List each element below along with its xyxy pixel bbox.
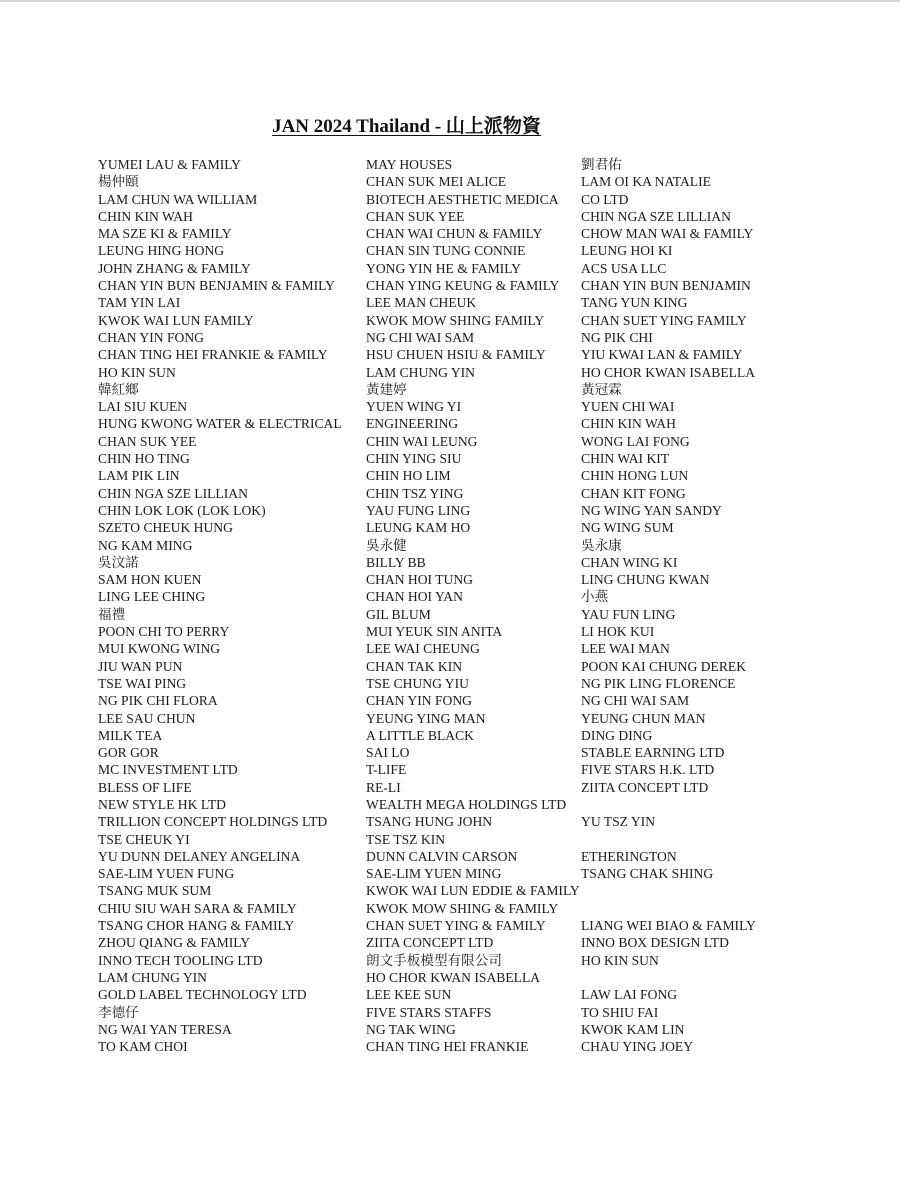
name-entry: CHAN YIN BUN BENJAMIN & FAMILY bbox=[98, 278, 335, 294]
name-entry: SAI LO bbox=[366, 745, 410, 761]
list-row bbox=[98, 398, 788, 415]
name-entry: TO KAM CHOI bbox=[98, 1039, 188, 1055]
name-entry: TSANG CHAK SHING bbox=[581, 866, 714, 882]
list-row bbox=[98, 1038, 788, 1055]
name-entry: CHAN YIN FONG bbox=[366, 693, 472, 709]
name-entry: CHAN HOI YAN bbox=[366, 589, 463, 605]
name-entry: POON CHI TO PERRY bbox=[98, 624, 230, 640]
name-entry: BILLY BB bbox=[366, 554, 426, 570]
list-row bbox=[98, 1021, 788, 1038]
name-entry: CHIN WAI LEUNG bbox=[366, 433, 478, 449]
name-entry: POON KAI CHUNG DEREK bbox=[581, 658, 747, 674]
name-entry: YAU FUN LING bbox=[581, 606, 676, 622]
name-entry: TSANG MUK SUM bbox=[98, 883, 212, 899]
name-entry: TSE CHEUK YI bbox=[98, 831, 190, 847]
name-entry: 小燕 bbox=[581, 589, 609, 605]
name-entry: ZHOU QIANG & FAMILY bbox=[98, 935, 251, 951]
name-entry: JOHN ZHANG & FAMILY bbox=[98, 260, 251, 276]
name-entry: 劉君佑 bbox=[581, 157, 622, 172]
name-entry: NG PIK CHI bbox=[581, 329, 653, 345]
list-row bbox=[98, 917, 788, 934]
name-entry: YU DUNN DELANEY ANGELINA bbox=[98, 848, 301, 864]
name-entry: SZETO CHEUK HUNG bbox=[98, 520, 233, 536]
name-entry: LI HOK KUI bbox=[581, 624, 655, 640]
name-entry: LEE KEE SUN bbox=[366, 987, 452, 1003]
list-row bbox=[98, 710, 788, 727]
list-row bbox=[98, 329, 788, 346]
list-row bbox=[98, 346, 788, 363]
name-entry: MUI YEUK SIN ANITA bbox=[366, 624, 503, 640]
name-entry: MC INVESTMENT LTD bbox=[98, 762, 238, 778]
name-entry: KWOK MOW SHING FAMILY bbox=[366, 312, 545, 328]
name-entry: A LITTLE BLACK bbox=[366, 727, 474, 743]
name-entry: DUNN CALVIN CARSON bbox=[366, 848, 518, 864]
name-entry: TSANG CHOR HANG & FAMILY bbox=[98, 918, 295, 934]
name-entry: CHIN KIN WAH bbox=[581, 416, 676, 432]
name-entry: TO SHIU FAI bbox=[581, 1004, 659, 1020]
name-entry: WEALTH MEGA HOLDINGS LTD bbox=[366, 796, 567, 812]
name-entry: CHAN TING HEI FRANKIE bbox=[366, 1039, 529, 1055]
name-entry: CHAN WAI CHUN & FAMILY bbox=[366, 226, 543, 242]
list-row bbox=[98, 658, 788, 675]
name-entry: WONG LAI FONG bbox=[581, 433, 690, 449]
name-entry: NG PIK LING FLORENCE bbox=[581, 675, 736, 691]
name-entry: LEE SAU CHUN bbox=[98, 710, 196, 726]
name-entry: NG KAM MING bbox=[98, 537, 193, 553]
list-row bbox=[98, 900, 788, 917]
name-entry: KWOK KAM LIN bbox=[581, 1021, 685, 1037]
list-row bbox=[98, 415, 788, 432]
name-entry: LEUNG HING HONG bbox=[98, 243, 225, 259]
list-row bbox=[98, 813, 788, 830]
name-entry: SAE-LIM YUEN FUNG bbox=[98, 866, 235, 882]
name-entry: MAY HOUSES bbox=[366, 157, 453, 172]
page-title: JAN 2024 Thailand - 山上派物資 bbox=[272, 116, 541, 137]
name-entry: CHIN TSZ YING bbox=[366, 485, 464, 501]
list-row bbox=[98, 761, 788, 778]
list-row bbox=[98, 675, 788, 692]
list-row bbox=[98, 537, 788, 554]
name-entry: NG WING YAN SANDY bbox=[581, 502, 722, 518]
name-entry: CHIN HONG LUN bbox=[581, 468, 689, 484]
name-entry: HO KIN SUN bbox=[98, 364, 176, 380]
list-row bbox=[98, 260, 788, 277]
top-border-line bbox=[0, 0, 900, 2]
list-row bbox=[98, 1004, 788, 1021]
name-entry: LAM CHUNG YIN bbox=[98, 969, 207, 985]
name-entry: YUEN WING YI bbox=[366, 399, 462, 415]
name-entry: NEW STYLE HK LTD bbox=[98, 796, 226, 812]
name-entry: NG WING SUM bbox=[581, 520, 674, 536]
list-row bbox=[98, 381, 788, 398]
name-entry: CHIN NGA SZE LILLIAN bbox=[98, 485, 248, 501]
name-entry: CHIU SIU WAH SARA & FAMILY bbox=[98, 900, 297, 916]
name-entry: LAI SIU KUEN bbox=[98, 399, 188, 415]
list-row bbox=[98, 744, 788, 761]
list-row bbox=[98, 934, 788, 951]
name-entry: CHIN YING SIU bbox=[366, 451, 462, 467]
name-entry: 吳汶諾 bbox=[98, 554, 139, 570]
name-entry: HO CHOR KWAN ISABELLA bbox=[581, 364, 756, 380]
list-row bbox=[98, 796, 788, 813]
name-entry: HO CHOR KWAN ISABELLA bbox=[366, 969, 541, 985]
list-row bbox=[98, 433, 788, 450]
name-entry: ENGINEERING bbox=[366, 416, 459, 432]
name-entry: GOR GOR bbox=[98, 745, 159, 761]
name-entry: ZIITA CONCEPT LTD bbox=[581, 779, 709, 795]
name-entry: CHOW MAN WAI & FAMILY bbox=[581, 226, 754, 242]
list-row bbox=[98, 277, 788, 294]
name-entry: LAM PIK LIN bbox=[98, 468, 180, 484]
list-row bbox=[98, 865, 788, 882]
name-entry: LAM CHUNG YIN bbox=[366, 364, 475, 380]
name-entry: MUI KWONG WING bbox=[98, 641, 221, 657]
name-entry: CHIN NGA SZE LILLIAN bbox=[581, 208, 731, 224]
list-row bbox=[98, 640, 788, 657]
list-row bbox=[98, 571, 788, 588]
name-entry: INNO TECH TOOLING LTD bbox=[98, 952, 263, 968]
list-row bbox=[98, 727, 788, 744]
name-entry: 吳永健 bbox=[366, 537, 407, 553]
list-row bbox=[98, 485, 788, 502]
name-entry: 黃冠霖 bbox=[581, 381, 622, 397]
name-entry: LAM CHUN WA WILLIAM bbox=[98, 191, 258, 207]
list-row bbox=[98, 519, 788, 536]
name-entry: CHAN SUK MEI ALICE bbox=[366, 174, 507, 190]
name-entry: CHAU YING JOEY bbox=[581, 1039, 694, 1055]
name-entry: CHIN HO TING bbox=[98, 451, 190, 467]
name-entry: KWOK MOW SHING & FAMILY bbox=[366, 900, 559, 916]
name-entry: NG WAI YAN TERESA bbox=[98, 1021, 232, 1037]
name-entry: GIL BLUM bbox=[366, 606, 431, 622]
name-entry: LIANG WEI BIAO & FAMILY bbox=[581, 918, 756, 934]
name-entry: LING CHUNG KWAN bbox=[581, 572, 710, 588]
list-row bbox=[98, 831, 788, 848]
name-entry: NG PIK CHI FLORA bbox=[98, 693, 218, 709]
name-entry: CHIN KIN WAH bbox=[98, 208, 193, 224]
name-entry: YUMEI LAU & FAMILY bbox=[98, 157, 241, 172]
name-entry: CO LTD bbox=[581, 191, 629, 207]
list-row bbox=[98, 173, 788, 190]
name-entry: ACS USA LLC bbox=[581, 260, 667, 276]
name-entry: YONG YIN HE & FAMILY bbox=[366, 260, 521, 276]
name-entry: CHAN YING KEUNG & FAMILY bbox=[366, 278, 560, 294]
list-row bbox=[98, 225, 788, 242]
name-entry: CHIN LOK LOK (LOK LOK) bbox=[98, 502, 266, 518]
name-entry: SAM HON KUEN bbox=[98, 572, 202, 588]
name-entry: 李德仔 bbox=[98, 1004, 139, 1020]
name-entry: CHIN HO LIM bbox=[366, 468, 451, 484]
list-row bbox=[98, 952, 788, 969]
name-entry: TSANG HUNG JOHN bbox=[366, 814, 493, 830]
name-entry: TRILLION CONCEPT HOLDINGS LTD bbox=[98, 814, 328, 830]
name-entry: ETHERINGTON bbox=[581, 848, 677, 864]
name-entry: CHAN YIN BUN BENJAMIN bbox=[581, 278, 751, 294]
name-entry: T-LIFE bbox=[366, 762, 407, 778]
list-row bbox=[98, 986, 788, 1003]
name-entry: RE-LI bbox=[366, 779, 401, 795]
name-entry: BLESS OF LIFE bbox=[98, 779, 192, 795]
list-row bbox=[98, 467, 788, 484]
name-entry: STABLE EARNING LTD bbox=[581, 745, 725, 761]
list-row bbox=[98, 294, 788, 311]
name-entry: KWOK WAI LUN EDDIE & FAMILY bbox=[366, 883, 580, 899]
name-entry: NG CHI WAI SAM bbox=[581, 693, 690, 709]
name-entry: YEUNG YING MAN bbox=[366, 710, 486, 726]
list-row bbox=[98, 779, 788, 796]
name-entry: MILK TEA bbox=[98, 727, 163, 743]
name-entry: LEUNG HOI KI bbox=[581, 243, 673, 259]
name-entry: YUEN CHI WAI bbox=[581, 399, 675, 415]
list-row bbox=[98, 969, 788, 986]
name-entry: INNO BOX DESIGN LTD bbox=[581, 935, 729, 951]
name-entry: MA SZE KI & FAMILY bbox=[98, 226, 232, 242]
names-list bbox=[98, 156, 788, 1055]
name-entry: 黃建婷 bbox=[366, 381, 407, 397]
list-row bbox=[98, 191, 788, 208]
name-entry: SAE-LIM YUEN MING bbox=[366, 866, 502, 882]
list-row bbox=[98, 882, 788, 899]
name-entry: FIVE STARS H.K. LTD bbox=[581, 762, 715, 778]
name-entry: LEE MAN CHEUK bbox=[366, 295, 477, 311]
name-entry: YAU FUNG LING bbox=[366, 502, 471, 518]
name-entry: DING DING bbox=[581, 727, 653, 743]
list-row bbox=[98, 848, 788, 865]
name-entry: LING LEE CHING bbox=[98, 589, 206, 605]
name-entry: TAM YIN LAI bbox=[98, 295, 181, 311]
name-entry: CHAN SUK YEE bbox=[366, 208, 465, 224]
list-row bbox=[98, 156, 788, 173]
name-entry: GOLD LABEL TECHNOLOGY LTD bbox=[98, 987, 307, 1003]
name-entry: LEE WAI CHEUNG bbox=[366, 641, 480, 657]
name-entry: HUNG KWONG WATER & ELECTRICAL bbox=[98, 416, 342, 432]
name-entry: NG TAK WING bbox=[366, 1021, 456, 1037]
name-entry: YIU KWAI LAN & FAMILY bbox=[581, 347, 743, 363]
name-entry: ZIITA CONCEPT LTD bbox=[366, 935, 494, 951]
name-entry: 楊仲頤 bbox=[98, 174, 139, 190]
name-entry: 福禮 bbox=[98, 606, 126, 622]
list-row bbox=[98, 450, 788, 467]
name-entry: JIU WAN PUN bbox=[98, 658, 183, 674]
list-row bbox=[98, 242, 788, 259]
list-row bbox=[98, 692, 788, 709]
name-entry: BIOTECH AESTHETIC MEDICA bbox=[366, 191, 559, 207]
name-entry: FIVE STARS STAFFS bbox=[366, 1004, 492, 1020]
list-row bbox=[98, 606, 788, 623]
name-entry: CHAN YIN FONG bbox=[98, 329, 204, 345]
name-entry: LEE WAI MAN bbox=[581, 641, 670, 657]
name-entry: TSE CHUNG YIU bbox=[366, 675, 469, 691]
list-row bbox=[98, 502, 788, 519]
name-entry: CHAN HOI TUNG bbox=[366, 572, 473, 588]
name-entry: CHIN WAI KIT bbox=[581, 451, 670, 467]
name-entry: LAW LAI FONG bbox=[581, 987, 678, 1003]
name-entry: TSE WAI PING bbox=[98, 675, 187, 691]
name-entry: HSU CHUEN HSIU & FAMILY bbox=[366, 347, 546, 363]
name-entry: KWOK WAI LUN FAMILY bbox=[98, 312, 254, 328]
list-row bbox=[98, 623, 788, 640]
list-row bbox=[98, 312, 788, 329]
name-entry: LEUNG KAM HO bbox=[366, 520, 471, 536]
name-entry: HO KIN SUN bbox=[581, 952, 659, 968]
name-entry: TSE TSZ KIN bbox=[366, 831, 446, 847]
name-entry: CHAN TAK KIN bbox=[366, 658, 463, 674]
list-row bbox=[98, 208, 788, 225]
list-row bbox=[98, 588, 788, 605]
name-entry: TANG YUN KING bbox=[581, 295, 688, 311]
name-entry: CHAN TING HEI FRANKIE & FAMILY bbox=[98, 347, 328, 363]
name-entry: YEUNG CHUN MAN bbox=[581, 710, 706, 726]
name-entry: NG CHI WAI SAM bbox=[366, 329, 475, 345]
name-entry: 韓紅鄉 bbox=[98, 381, 139, 397]
name-entry: CHAN KIT FONG bbox=[581, 485, 686, 501]
name-entry: CHAN SIN TUNG CONNIE bbox=[366, 243, 526, 259]
list-row bbox=[98, 554, 788, 571]
name-entry: CHAN WING KI bbox=[581, 554, 678, 570]
name-entry: CHAN SUET YING FAMILY bbox=[581, 312, 747, 328]
list-row bbox=[98, 364, 788, 381]
name-entry: 朗文手板模型有限公司 bbox=[366, 952, 502, 968]
name-entry: 吳永康 bbox=[581, 537, 622, 553]
name-entry: LAM OI KA NATALIE bbox=[581, 174, 711, 190]
name-entry: CHAN SUK YEE bbox=[98, 433, 197, 449]
name-entry: YU TSZ YIN bbox=[581, 814, 656, 830]
name-entry: CHAN SUET YING & FAMILY bbox=[366, 918, 546, 934]
